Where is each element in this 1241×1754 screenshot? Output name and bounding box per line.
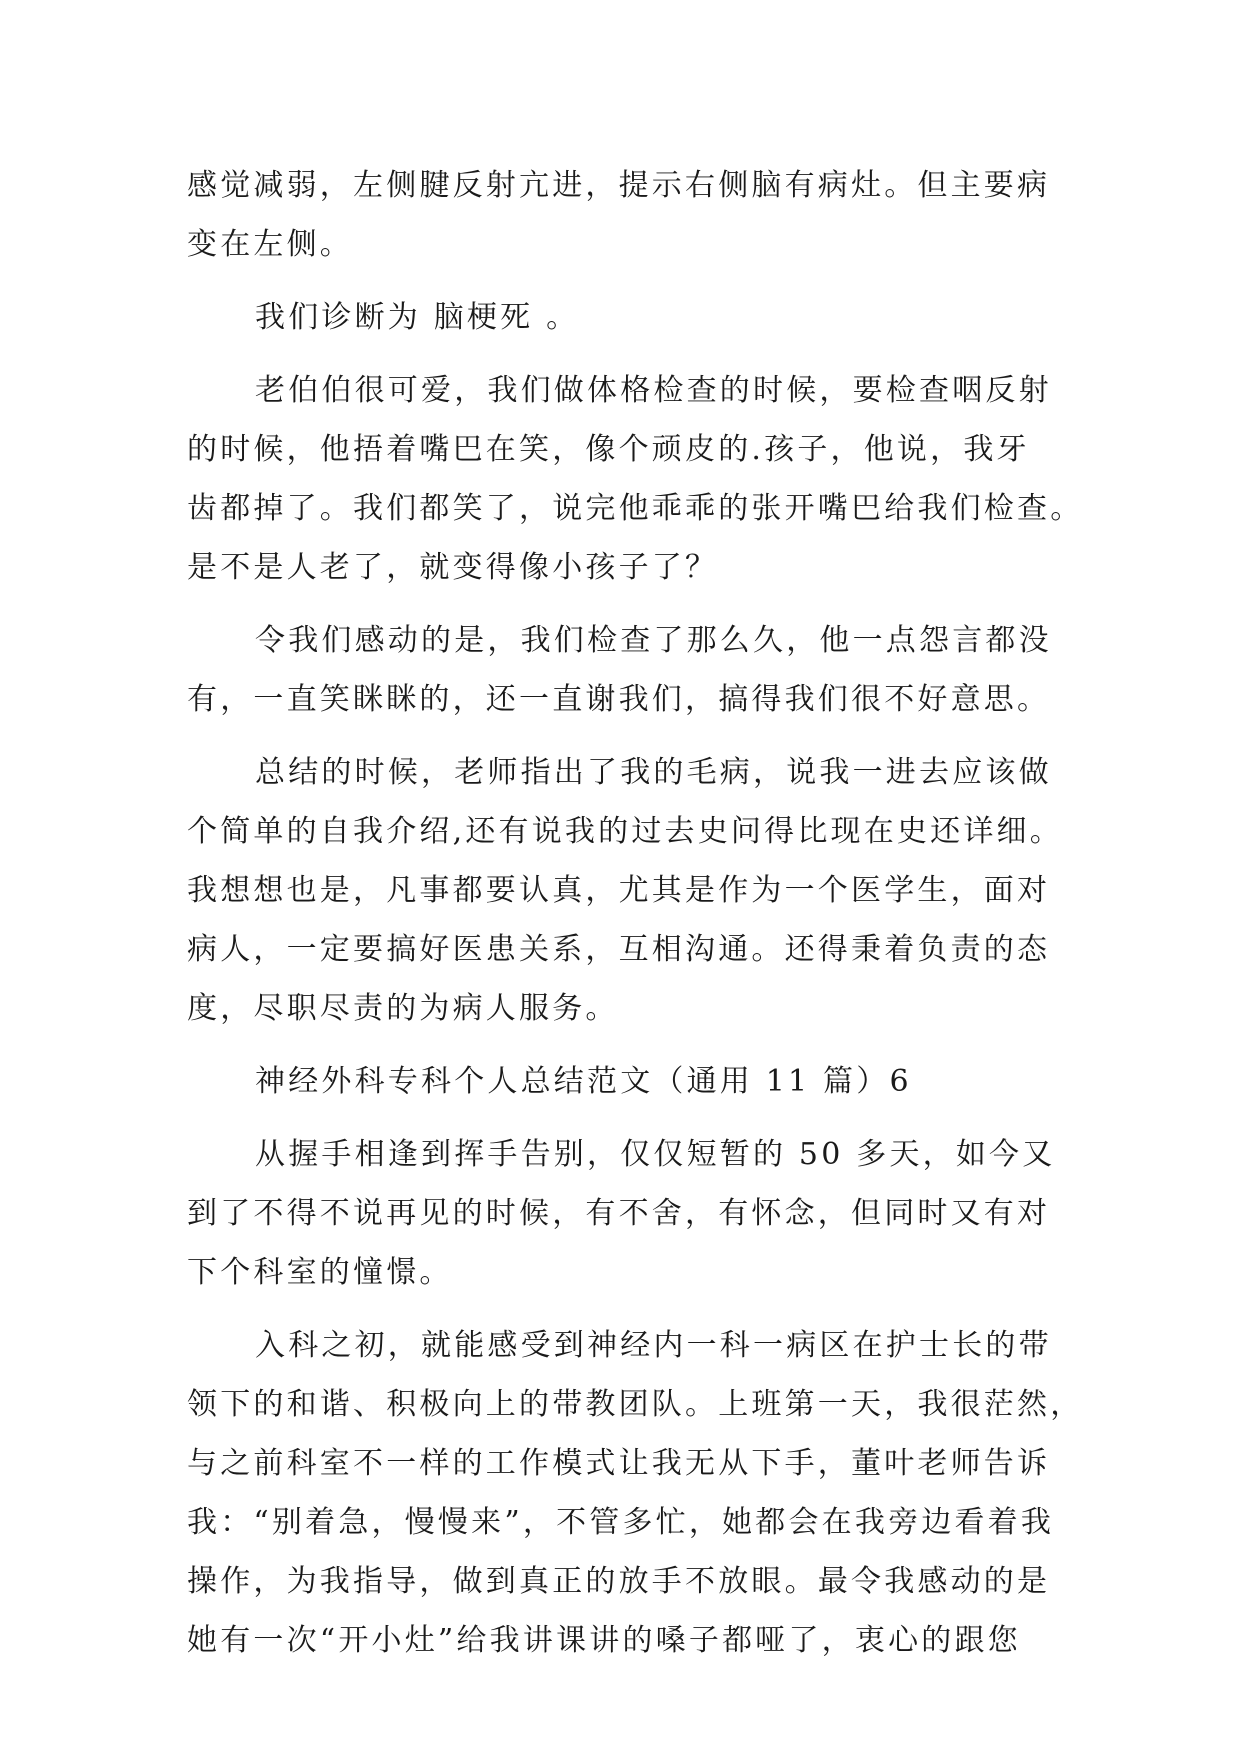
text-line: 到了不得不说再见的时候，有不舍，有怀念，但同时又有对 (187, 1196, 1051, 1231)
text-line: 个简单的自我介绍,还有说我的过去史问得比现在史还详细。 (187, 814, 1063, 849)
text-line: 感觉减弱，左侧腱反射亢进，提示右侧脑有病灶。但主要病 (187, 168, 1051, 203)
text-line: 变在左侧。 (187, 227, 353, 262)
text-line: 病人，一定要搞好医患关系，互相沟通。还得秉着负责的态 (187, 932, 1051, 967)
text-line: 从握手相逢到挥手告别，仅仅短暂的 50 多天，如今又 (255, 1137, 1056, 1172)
text-line: 令我们感动的是，我们检查了那么久，他一点怨言都没 (255, 623, 1052, 658)
text-line: 齿都掉了。我们都笑了，说完他乖乖的张开嘴巴给我们检查。 (187, 491, 1084, 526)
text-line: 她有一次“开小灶”给我讲课讲的嗓子都哑了，衷心的跟您 (187, 1623, 1021, 1658)
section-heading: 神经外科专科个人总结范文（通用 11 篇）6 (255, 1064, 912, 1099)
document-body (187, 156, 1084, 1670)
text-line: 与之前科室不一样的工作模式让我无从下手，董叶老师告诉 (187, 1446, 1051, 1481)
text-line: 度，尽职尽责的为病人服务。 (187, 991, 619, 1026)
text-line: 领下的和谐、积极向上的带教团队。上班第一天，我很茫然， (187, 1387, 1084, 1422)
text-line: 的时候，他捂着嘴巴在笑，像个顽皮的.孩子，他说，我牙 (187, 432, 1030, 467)
text-line: 我：“别着急，慢慢来”，不管多忙，她都会在我旁边看着我 (187, 1505, 1055, 1540)
text-line: 是不是人老了，就变得像小孩子了？ (187, 550, 719, 585)
text-line: 有，一直笑眯眯的，还一直谢我们，搞得我们很不好意思。 (187, 682, 1051, 717)
text-line: 老伯伯很可爱，我们做体格检查的时候，要检查咽反射 (255, 373, 1052, 408)
text-line: 总结的时候，老师指出了我的毛病，说我一进去应该做 (255, 755, 1052, 790)
text-line: 我想想也是，凡事都要认真，尤其是作为一个医学生，面对 (187, 873, 1051, 908)
text-line: 下个科室的憧憬。 (187, 1255, 453, 1290)
text-line: 我们诊断为 脑梗死 。 (255, 300, 580, 335)
text-line: 入科之初，就能感受到神经内一科一病区在护士长的带 (255, 1328, 1052, 1363)
text-line: 操作，为我指导，做到真正的放手不放眼。最令我感动的是 (187, 1564, 1051, 1599)
